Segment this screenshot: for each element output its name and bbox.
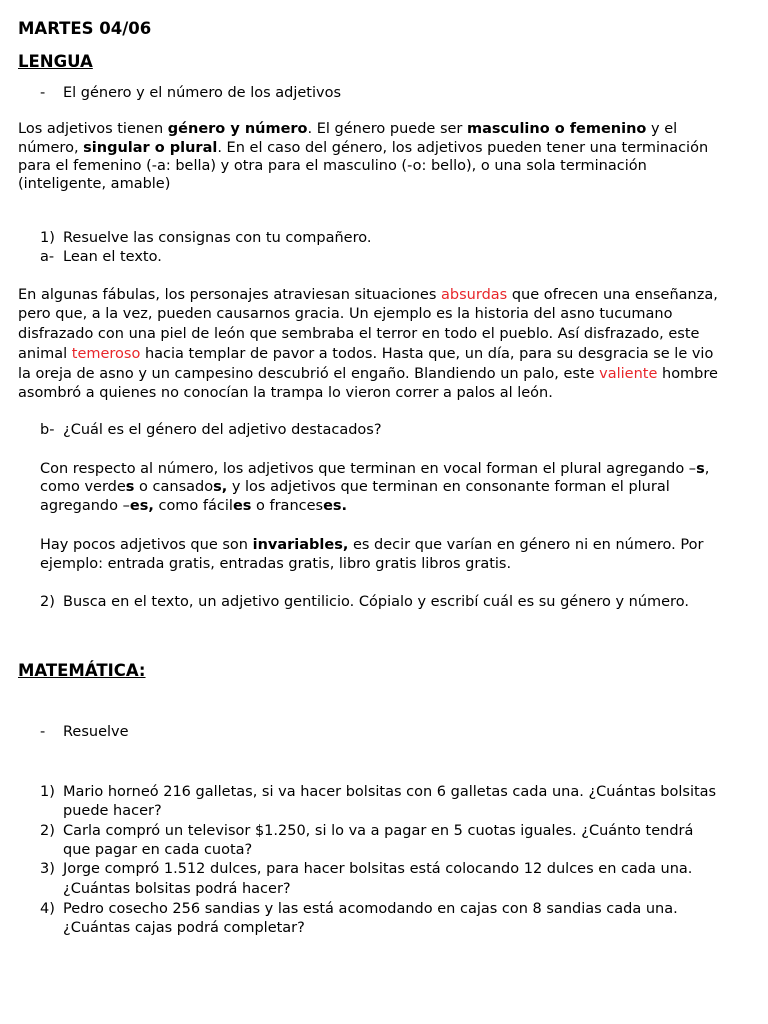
highlight-word: valiente <box>599 366 658 382</box>
lengua-title: LENGUA <box>18 52 93 71</box>
matematica-bullet: Resuelve <box>63 724 129 740</box>
highlight-word: absurdas <box>441 287 508 303</box>
matematica-title: MATEMÁTICA: <box>18 661 146 680</box>
bullet-marker: - <box>40 724 46 740</box>
date-title: MARTES 04/06 <box>18 19 152 38</box>
highlight-word: temeroso <box>71 346 141 362</box>
bullet-marker: - <box>40 85 46 101</box>
lengua-bullet: El género y el número de los adjetivos <box>63 85 342 101</box>
